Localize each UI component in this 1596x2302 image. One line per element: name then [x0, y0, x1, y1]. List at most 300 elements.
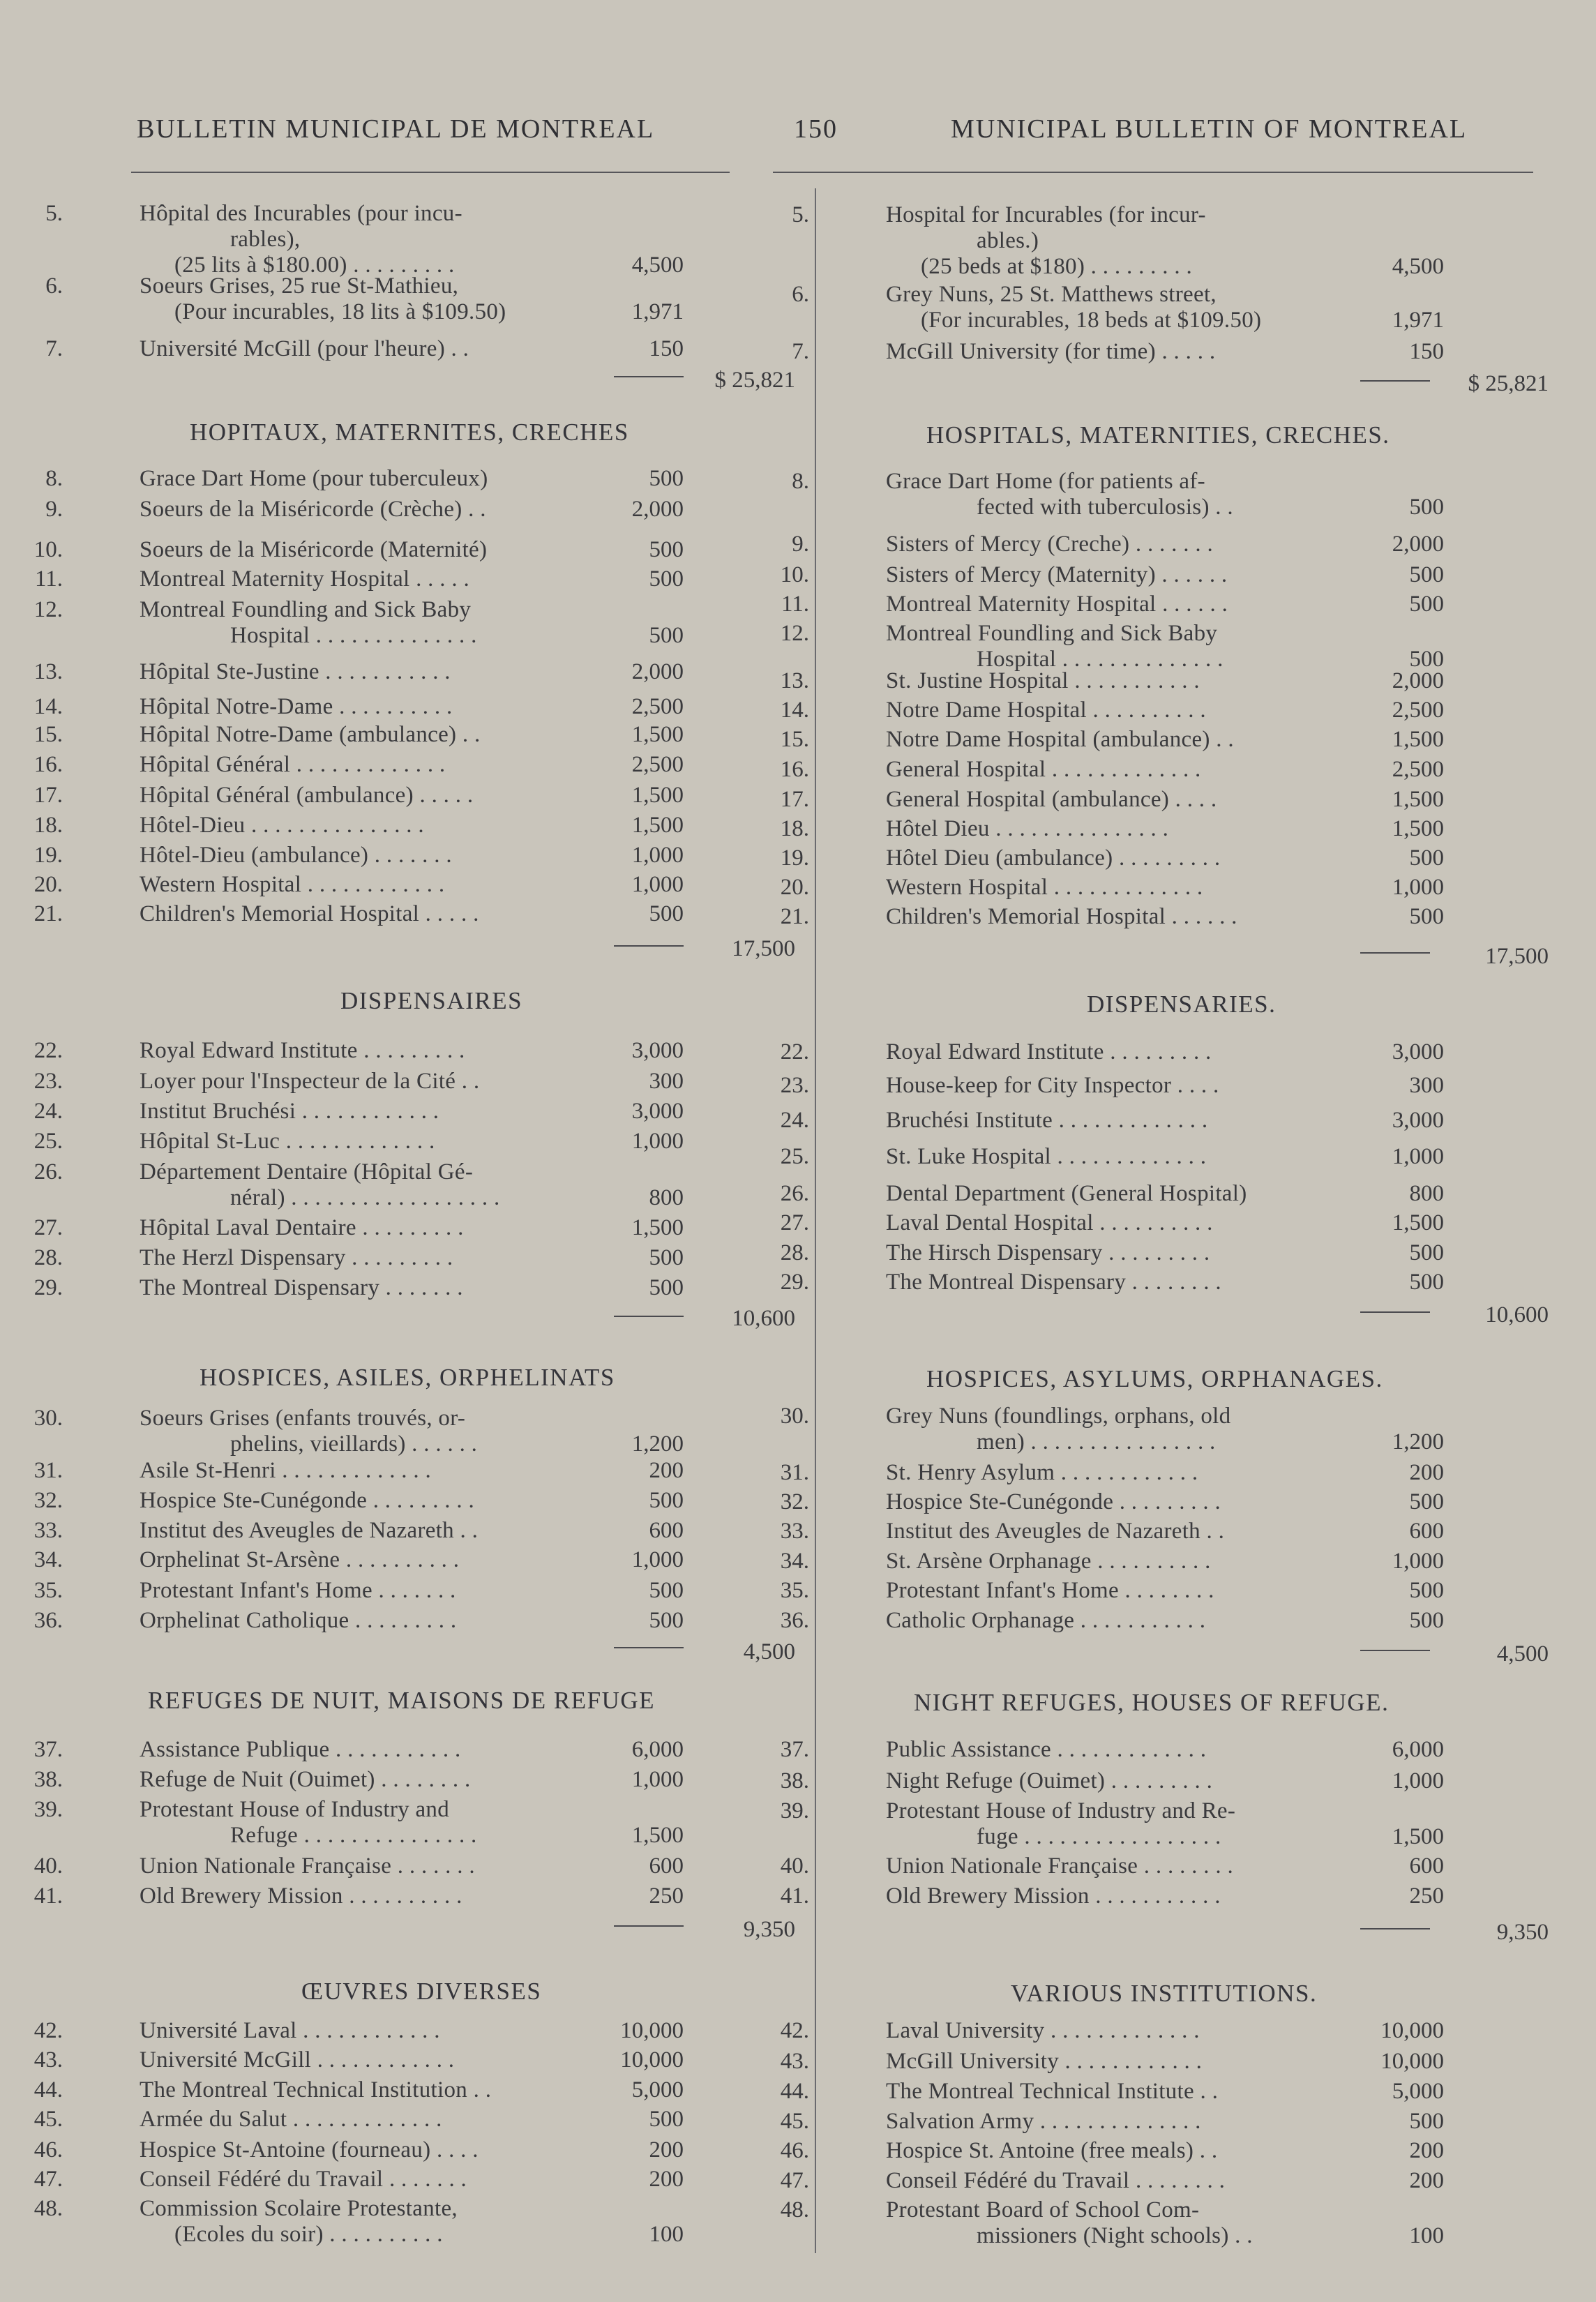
- item-number: 33.: [780, 1519, 809, 1544]
- item-text-line: Hospital . . . . . . . . . . . . . .: [230, 623, 477, 648]
- section-total: 10,600: [732, 1306, 795, 1331]
- item-text-line: Sisters of Mercy (Creche) . . . . . . .: [886, 532, 1213, 557]
- subtotal-rule: [614, 1925, 684, 1927]
- item-number: 31.: [33, 1458, 63, 1483]
- english-column: [750, 0, 1549, 2302]
- item-number: 24.: [780, 1108, 809, 1133]
- item-text-line: Western Hospital . . . . . . . . . . . .: [140, 872, 445, 897]
- item-description: [886, 1608, 1332, 1634]
- item-number: 29.: [780, 1270, 809, 1295]
- item-amount: 1,500: [631, 813, 684, 838]
- header-left-title: BULLETIN MUNICIPAL DE MONTREAL: [137, 114, 655, 144]
- item-number: 10.: [780, 562, 809, 587]
- item-number: 24.: [33, 1099, 63, 1124]
- section-title: DISPENSARIES.: [1087, 991, 1277, 1018]
- item-text-line: Refuge . . . . . . . . . . . . . . .: [230, 1823, 477, 1848]
- item-number: 39.: [780, 1798, 809, 1823]
- item-number: 45.: [33, 2107, 63, 2132]
- subtotal-rule: [1360, 1650, 1430, 1651]
- item-amount: 3,000: [1392, 1108, 1444, 1133]
- item-description: [140, 752, 586, 778]
- section-title: DISPENSAIRES: [340, 987, 523, 1014]
- item-text-line: Laval University . . . . . . . . . . . . .: [886, 2018, 1200, 2043]
- item-text-line: Hôtel Dieu (ambulance) . . . . . . . . .: [886, 845, 1221, 871]
- item-text-line: Commission Scolaire Protestante,: [140, 2196, 458, 2221]
- item-amount: 500: [1409, 562, 1444, 587]
- item-number: 15.: [33, 722, 63, 747]
- item-amount: 500: [1409, 904, 1444, 929]
- subtotal-rule: [1360, 952, 1430, 954]
- item-text-line: Children's Memorial Hospital . . . . . .: [886, 904, 1237, 929]
- item-amount: 150: [1409, 339, 1444, 364]
- item-number: 21.: [780, 904, 809, 929]
- item-number: 5.: [792, 202, 809, 227]
- item-amount: 500: [649, 1488, 684, 1513]
- item-text-line: The Montreal Technical Institute . .: [886, 2079, 1219, 2104]
- item-description: [140, 597, 586, 649]
- item-number: 11.: [781, 592, 809, 617]
- item-number: 44.: [33, 2077, 63, 2102]
- item-amount: 1,500: [631, 1215, 684, 1240]
- item-text-line: Public Assistance . . . . . . . . . . . . .: [886, 1737, 1207, 1762]
- item-text-line: (Pour incurables, 18 lits à $109.50): [174, 299, 506, 324]
- item-amount: 1,971: [631, 299, 684, 324]
- item-number: 46.: [33, 2137, 63, 2162]
- item-amount: 1,500: [631, 722, 684, 747]
- subtotal-rule: [614, 376, 684, 377]
- item-number: 6.: [45, 273, 63, 299]
- item-number: 34.: [780, 1549, 809, 1574]
- item-number: 20.: [780, 875, 809, 900]
- item-number: 14.: [780, 698, 809, 723]
- item-description: [140, 783, 586, 808]
- item-text-line: néral) . . . . . . . . . . . . . . . . . .: [230, 1185, 500, 1210]
- item-description: [140, 2137, 586, 2163]
- item-number: 30.: [780, 1404, 809, 1429]
- item-number: 12.: [780, 621, 809, 646]
- item-number: 22.: [780, 1039, 809, 1065]
- item-description: [886, 2168, 1332, 2194]
- item-text-line: Loyer pour l'Inspecteur de la Cité . .: [140, 1069, 480, 1094]
- item-text-line: Soeurs de la Miséricorde (Crèche) . .: [140, 497, 486, 522]
- item-amount: 1,500: [1392, 787, 1444, 812]
- item-description: [886, 1404, 1332, 1455]
- item-description: [886, 1853, 1332, 1879]
- item-amount: 200: [649, 2167, 684, 2192]
- item-number: 26.: [780, 1181, 809, 1206]
- item-text-line: McGill University . . . . . . . . . . . .: [886, 2049, 1203, 2074]
- item-amount: 600: [1409, 1853, 1444, 1879]
- item-number: 43.: [33, 2047, 63, 2072]
- item-text-line: Children's Memorial Hospital . . . . .: [140, 901, 479, 926]
- item-text-line: The Montreal Technical Institution . .: [140, 2077, 492, 2102]
- item-text-line: Protestant Board of School Com-: [886, 2197, 1200, 2222]
- item-text-line: The Montreal Dispensary . . . . . . .: [140, 1275, 463, 1300]
- item-number: 21.: [33, 901, 63, 926]
- item-number: 35.: [780, 1578, 809, 1603]
- item-number: 15.: [780, 727, 809, 752]
- item-description: [140, 466, 586, 492]
- item-number: 48.: [780, 2197, 809, 2222]
- item-text-line: Western Hospital . . . . . . . . . . . . .: [886, 875, 1203, 900]
- item-amount: 1,000: [631, 1129, 684, 1154]
- item-text-line: Protestant Infant's Home . . . . . . . .: [886, 1578, 1214, 1603]
- item-description: [140, 872, 586, 898]
- header-right-title: MUNICIPAL BULLETIN OF MONTREAL: [951, 114, 1468, 144]
- item-text-line: The Herzl Dispensary . . . . . . . . .: [140, 1245, 453, 1270]
- item-text-line: The Montreal Dispensary . . . . . . . .: [886, 1270, 1221, 1295]
- item-amount: 1,500: [1392, 816, 1444, 841]
- item-text-line: Orphelinat St-Arsène . . . . . . . . . .: [140, 1547, 460, 1572]
- item-text-line: Hôpital Général (ambulance) . . . . .: [140, 783, 474, 808]
- item-text-line: rables),: [230, 227, 301, 252]
- item-number: 28.: [780, 1240, 809, 1265]
- item-text-line: Montreal Maternity Hospital . . . . . .: [886, 592, 1228, 617]
- item-description: [886, 1073, 1332, 1099]
- item-text-line: Assistance Publique . . . . . . . . . . .: [140, 1737, 461, 1762]
- item-text-line: Notre Dame Hospital (ambulance) . .: [886, 727, 1234, 752]
- item-number: 18.: [780, 816, 809, 841]
- item-text-line: Hôpital St-Luc . . . . . . . . . . . . .: [140, 1129, 435, 1154]
- item-number: 30.: [33, 1406, 63, 1431]
- item-amount: 10,000: [1380, 2049, 1444, 2074]
- item-amount: 500: [649, 1578, 684, 1603]
- item-number: 46.: [780, 2138, 809, 2163]
- item-description: [140, 1275, 586, 1301]
- item-amount: 600: [649, 1518, 684, 1543]
- french-column: [0, 0, 795, 2302]
- item-amount: 500: [1409, 592, 1444, 617]
- item-number: 42.: [780, 2018, 809, 2043]
- item-number: 40.: [780, 1853, 809, 1879]
- item-description: [886, 339, 1332, 365]
- item-text-line: fuge . . . . . . . . . . . . . . . . .: [977, 1824, 1221, 1849]
- item-text-line: Armée du Salut . . . . . . . . . . . . .: [140, 2107, 442, 2132]
- item-text-line: Hospice Ste-Cunégonde . . . . . . . . .: [886, 1489, 1221, 1514]
- item-amount: 1,500: [1392, 727, 1444, 752]
- item-text-line: ables.): [977, 228, 1039, 253]
- item-description: [886, 1240, 1332, 1266]
- item-description: [886, 2079, 1332, 2105]
- item-text-line: Royal Edward Institute . . . . . . . . .: [140, 1038, 465, 1063]
- item-text-line: Hospice Ste-Cunégonde . . . . . . . . .: [140, 1488, 475, 1513]
- item-description: [140, 2077, 586, 2103]
- item-amount: 500: [649, 2107, 684, 2132]
- item-amount: 5,000: [631, 2077, 684, 2102]
- item-number: 28.: [33, 1245, 63, 1270]
- item-description: [886, 875, 1332, 901]
- item-description: [140, 901, 586, 927]
- section-total: 9,350: [1496, 1920, 1549, 1945]
- item-amount: 6,000: [631, 1737, 684, 1762]
- item-number: 25.: [780, 1144, 809, 1169]
- item-text-line: Hospital for Incurables (for incur-: [886, 202, 1206, 227]
- item-number: 47.: [780, 2168, 809, 2193]
- item-description: [886, 1270, 1332, 1295]
- item-amount: 800: [649, 1185, 684, 1210]
- item-text-line: The Hirsch Dispensary . . . . . . . . .: [886, 1240, 1210, 1265]
- subtotal-rule: [614, 1316, 684, 1317]
- item-description: [886, 532, 1332, 557]
- item-text-line: Bruchési Institute . . . . . . . . . . . . .: [886, 1108, 1208, 1133]
- item-description: [886, 1768, 1332, 1794]
- item-text-line: Département Dentaire (Hôpital Gé-: [140, 1159, 474, 1184]
- item-description: [140, 1488, 586, 1514]
- item-amount: 1,000: [631, 1547, 684, 1572]
- item-description: [886, 757, 1332, 783]
- item-number: 44.: [780, 2079, 809, 2104]
- item-number: 11.: [34, 566, 63, 592]
- item-amount: 1,500: [631, 1823, 684, 1848]
- item-number: 20.: [33, 872, 63, 897]
- item-number: 27.: [33, 1215, 63, 1240]
- item-text-line: missioners (Night schools) . .: [977, 2223, 1253, 2248]
- section-total: 4,500: [743, 1639, 795, 1664]
- subtotal-rule: [614, 945, 684, 947]
- item-description: [140, 1245, 586, 1271]
- item-text-line: Grace Dart Home (pour tuberculeux): [140, 466, 488, 491]
- item-amount: 10,000: [620, 2018, 684, 2043]
- item-text-line: General Hospital (ambulance) . . . .: [886, 787, 1217, 812]
- item-number: 32.: [780, 1489, 809, 1514]
- item-amount: 1,200: [1392, 1429, 1444, 1454]
- item-amount: 500: [649, 1245, 684, 1270]
- item-amount: 300: [649, 1069, 684, 1094]
- page-number: 150: [794, 114, 838, 144]
- section-total: 9,350: [743, 1917, 795, 1942]
- item-text-line: (For incurables, 18 beds at $109.50): [921, 308, 1262, 333]
- item-description: [140, 1406, 586, 1457]
- subtotal-rule: [614, 1647, 684, 1648]
- item-description: [886, 2138, 1332, 2164]
- item-description: [140, 2018, 586, 2044]
- item-amount: 3,000: [631, 1099, 684, 1124]
- item-description: [886, 2109, 1332, 2135]
- item-amount: 600: [649, 1853, 684, 1879]
- item-text-line: Grey Nuns (foundlings, orphans, old: [886, 1404, 1231, 1429]
- item-amount: 3,000: [631, 1038, 684, 1063]
- item-description: [886, 621, 1332, 672]
- item-amount: 1,000: [631, 1767, 684, 1792]
- item-text-line: Université McGill . . . . . . . . . . . .: [140, 2047, 455, 2072]
- item-number: 31.: [780, 1460, 809, 1485]
- item-number: 6.: [792, 282, 809, 307]
- item-amount: 600: [1409, 1519, 1444, 1544]
- item-description: [886, 845, 1332, 871]
- item-description: [886, 592, 1332, 617]
- item-description: [886, 282, 1332, 333]
- item-number: 17.: [33, 783, 63, 808]
- item-amount: 500: [649, 537, 684, 562]
- item-number: 10.: [33, 537, 63, 562]
- item-text-line: Soeurs de la Miséricorde (Maternité): [140, 537, 488, 562]
- item-description: [886, 698, 1332, 723]
- item-amount: 2,000: [1392, 668, 1444, 693]
- subtotal-rule: [1360, 1311, 1430, 1313]
- section-total: $ 25,821: [714, 368, 795, 393]
- item-description: [886, 202, 1332, 280]
- item-number: 35.: [33, 1578, 63, 1603]
- item-description: [140, 1159, 586, 1211]
- item-description: [140, 537, 586, 563]
- item-number: 23.: [33, 1069, 63, 1094]
- item-text-line: Old Brewery Mission . . . . . . . . . . .: [886, 1883, 1221, 1909]
- item-text-line: Hôpital Laval Dentaire . . . . . . . . .: [140, 1215, 464, 1240]
- item-number: 43.: [780, 2049, 809, 2074]
- item-amount: 500: [649, 466, 684, 491]
- section-title: HOSPICES, ASYLUMS, ORPHANAGES.: [926, 1365, 1383, 1392]
- item-text-line: Soeurs Grises, 25 rue St-Mathieu,: [140, 273, 459, 299]
- item-number: 36.: [33, 1608, 63, 1633]
- item-text-line: Institut des Aveugles de Nazareth . .: [886, 1519, 1225, 1544]
- item-text-line: Hôpital Ste-Justine . . . . . . . . . . .: [140, 659, 451, 684]
- item-amount: 500: [1409, 1240, 1444, 1265]
- item-amount: 1,000: [1392, 875, 1444, 900]
- subtotal-rule: [1360, 380, 1430, 382]
- item-amount: 1,000: [631, 843, 684, 868]
- item-description: [886, 816, 1332, 842]
- item-text-line: (Ecoles du soir) . . . . . . . . . .: [174, 2222, 443, 2247]
- item-text-line: Hôtel-Dieu (ambulance) . . . . . . .: [140, 843, 452, 868]
- item-description: [886, 2018, 1332, 2044]
- item-number: 41.: [33, 1883, 63, 1909]
- item-number: 25.: [33, 1129, 63, 1154]
- item-number: 42.: [33, 2018, 63, 2043]
- item-description: [140, 1608, 586, 1634]
- item-number: 40.: [33, 1853, 63, 1879]
- item-number: 32.: [33, 1488, 63, 1513]
- section-title: NIGHT REFUGES, HOUSES OF REFUGE.: [914, 1689, 1390, 1716]
- item-description: [140, 336, 586, 362]
- item-amount: 250: [1409, 1883, 1444, 1909]
- item-text-line: Conseil Fédéré du Travail . . . . . . . .: [886, 2168, 1226, 2193]
- item-description: [886, 1108, 1332, 1134]
- item-amount: 1,500: [1392, 1210, 1444, 1235]
- item-number: 38.: [780, 1768, 809, 1793]
- item-text-line: Protestant House of Industry and: [140, 1797, 450, 1822]
- item-number: 27.: [780, 1210, 809, 1235]
- item-number: 29.: [33, 1275, 63, 1300]
- item-text-line: Hospice St. Antoine (free meals) . .: [886, 2138, 1218, 2163]
- item-description: [886, 1883, 1332, 1909]
- item-text-line: Dental Department (General Hospital): [886, 1181, 1247, 1206]
- item-text-line: Hôpital Général . . . . . . . . . . . . .: [140, 752, 446, 777]
- item-description: [140, 1853, 586, 1879]
- item-description: [140, 2047, 586, 2073]
- item-text-line: St. Henry Asylum . . . . . . . . . . . .: [886, 1460, 1198, 1485]
- item-amount: 500: [1409, 845, 1444, 871]
- item-text-line: Notre Dame Hospital . . . . . . . . . .: [886, 698, 1206, 723]
- item-amount: 250: [649, 1883, 684, 1909]
- item-description: [140, 2107, 586, 2132]
- item-description: [140, 201, 586, 278]
- item-number: 7.: [792, 339, 809, 364]
- item-description: [140, 2167, 586, 2192]
- item-description: [886, 1489, 1332, 1515]
- item-description: [886, 562, 1332, 588]
- item-number: 34.: [33, 1547, 63, 1572]
- item-text-line: (25 beds at $180) . . . . . . . . .: [921, 254, 1193, 279]
- item-number: 26.: [33, 1159, 63, 1184]
- item-text-line: McGill University (for time) . . . . .: [886, 339, 1216, 364]
- section-title: VARIOUS INSTITUTIONS.: [1011, 1980, 1318, 2007]
- item-description: [886, 727, 1332, 753]
- item-number: 22.: [33, 1038, 63, 1063]
- item-amount: 2,000: [631, 497, 684, 522]
- item-description: [140, 694, 586, 720]
- item-text-line: Salvation Army . . . . . . . . . . . . . .: [886, 2109, 1201, 2134]
- item-description: [140, 1038, 586, 1064]
- item-text-line: Conseil Fédéré du Travail . . . . . . .: [140, 2167, 467, 2192]
- item-description: [140, 2196, 586, 2248]
- item-text-line: phelins, vieillards) . . . . . .: [230, 1431, 478, 1457]
- item-description: [140, 1458, 586, 1484]
- item-description: [140, 1518, 586, 1544]
- item-description: [886, 1210, 1332, 1236]
- item-text-line: St. Justine Hospital . . . . . . . . . . .: [886, 668, 1200, 693]
- item-amount: 1,000: [1392, 1549, 1444, 1574]
- item-number: 37.: [33, 1737, 63, 1762]
- section-total: 10,600: [1485, 1302, 1549, 1327]
- item-amount: 500: [649, 566, 684, 592]
- item-number: 19.: [780, 845, 809, 871]
- item-description: [886, 2197, 1332, 2249]
- item-number: 41.: [780, 1883, 809, 1909]
- item-text-line: Old Brewery Mission . . . . . . . . . .: [140, 1883, 462, 1909]
- item-text-line: Hôpital Notre-Dame (ambulance) . .: [140, 722, 481, 747]
- item-description: [140, 1883, 586, 1909]
- item-number: 19.: [33, 843, 63, 868]
- item-amount: 200: [1409, 2138, 1444, 2163]
- item-description: [140, 1547, 586, 1573]
- item-description: [140, 1099, 586, 1124]
- item-amount: 500: [1409, 495, 1444, 520]
- item-amount: 1,000: [1392, 1144, 1444, 1169]
- item-text-line: (25 lits à $180.00) . . . . . . . . .: [174, 253, 455, 278]
- item-number: 23.: [780, 1073, 809, 1098]
- item-amount: 1,971: [1392, 308, 1444, 333]
- item-amount: 4,500: [1392, 254, 1444, 279]
- item-text-line: House-keep for City Inspector . . . .: [886, 1073, 1219, 1098]
- item-amount: 500: [649, 901, 684, 926]
- item-amount: 800: [1409, 1181, 1444, 1206]
- item-amount: 2,000: [631, 659, 684, 684]
- item-description: [140, 1767, 586, 1793]
- item-amount: 1,200: [631, 1431, 684, 1457]
- item-amount: 5,000: [1392, 2079, 1444, 2104]
- item-description: [140, 497, 586, 522]
- item-description: [886, 1460, 1332, 1486]
- item-description: [140, 566, 586, 592]
- item-text-line: fected with tuberculosis) . .: [977, 495, 1233, 520]
- item-number: 18.: [33, 813, 63, 838]
- item-amount: 2,000: [1392, 532, 1444, 557]
- item-description: [886, 1519, 1332, 1544]
- item-number: 47.: [33, 2167, 63, 2192]
- item-amount: 500: [1409, 1489, 1444, 1514]
- item-number: 37.: [780, 1737, 809, 1762]
- item-amount: 500: [1409, 2109, 1444, 2134]
- item-description: [140, 1797, 586, 1849]
- item-amount: 100: [1409, 2223, 1444, 2248]
- item-amount: 200: [1409, 2168, 1444, 2193]
- item-number: 36.: [780, 1608, 809, 1633]
- section-title: HOSPICES, ASILES, ORPHELINATS: [200, 1364, 615, 1391]
- item-description: [140, 1215, 586, 1241]
- item-text-line: General Hospital . . . . . . . . . . . . .: [886, 757, 1201, 782]
- item-amount: 1,500: [631, 783, 684, 808]
- item-amount: 2,500: [631, 752, 684, 777]
